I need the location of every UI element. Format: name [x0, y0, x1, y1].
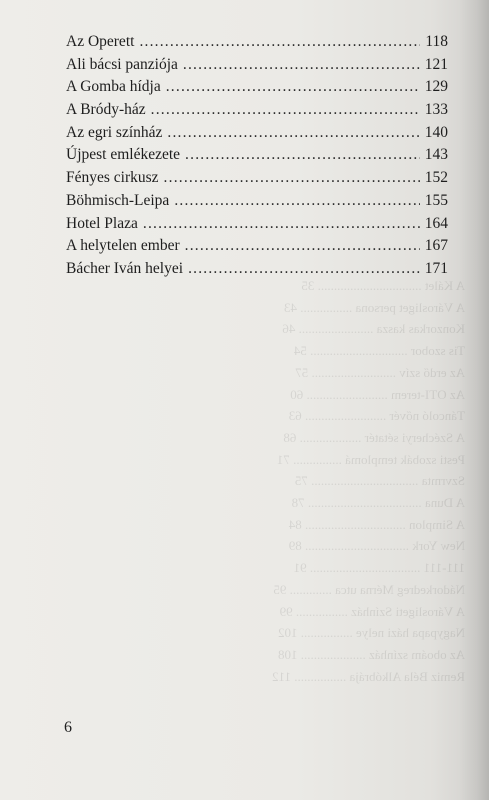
toc-entry-title: Hotel Plaza	[66, 214, 138, 232]
page-edge-shadow	[459, 0, 489, 800]
toc-entry	[66, 101, 448, 124]
show-through-line: Az oboám színház .................... 108	[277, 646, 465, 662]
toc-entry	[66, 78, 448, 101]
show-through-line: A Városliget persona ................ 43	[283, 299, 465, 315]
toc-entry-title: Böhmisch-Leipa	[66, 191, 170, 209]
show-through-line: Pesti szobák templomá ............... 71	[276, 451, 465, 467]
toc-entry-page: 129	[424, 78, 448, 96]
toc-entry-page: 118	[425, 33, 448, 50]
show-through-line: A Duna ................................... 78	[291, 495, 465, 511]
toc-leader-dots	[151, 101, 420, 119]
show-through-line: A Kálet ................................ 35	[301, 278, 465, 293]
toc-entry-title: Fényes cirkusz	[66, 169, 159, 187]
show-through-line: Tis szobor .............................. 54	[293, 343, 465, 359]
toc-leader-dots	[174, 192, 419, 210]
toc-entry-title: Az egri színház	[66, 123, 163, 141]
toc-leader-dots	[167, 124, 419, 142]
toc-leader-dots	[188, 260, 420, 278]
toc-leader-dots	[166, 78, 420, 96]
toc-leader-dots	[164, 169, 420, 187]
toc-entry-page: 164	[424, 214, 448, 232]
show-through-line: Az erdő szív .......................... 57	[295, 364, 465, 380]
toc-entry-page: 155	[424, 191, 448, 209]
show-through-line: Konzorkas kasza ....................... 46	[282, 321, 465, 337]
toc-leader-dots	[185, 237, 420, 255]
show-through-line: Táncoló nővér ......................... 63	[288, 408, 465, 424]
toc-entry	[66, 56, 448, 79]
toc-leader-dots	[185, 146, 420, 164]
toc-leader-dots	[143, 215, 420, 233]
toc-entry	[66, 33, 448, 56]
show-through-line: A Városligeti Színház ................ 99	[279, 603, 465, 619]
show-through-line: Az OTI-terem ......................... 60	[290, 386, 465, 402]
toc-entry-title: Újpest emlékezete	[66, 146, 181, 164]
show-through-line: 111-111 .................................. 91	[293, 560, 465, 576]
show-through-line: A Szécheryi sétatér ................... 68	[283, 429, 465, 445]
toc-entry	[66, 124, 448, 147]
toc-entry	[66, 192, 448, 215]
toc-entry-page: 133	[424, 101, 448, 119]
toc-leader-dots	[139, 33, 420, 51]
toc-entry-page: 140	[424, 123, 448, 141]
toc-entry	[66, 215, 448, 238]
show-through-line: New York ................................ 89	[288, 538, 465, 554]
toc-entry-title: Bácher Iván helyei	[66, 259, 184, 277]
toc-entry	[66, 260, 448, 283]
toc-entry-title: A Bródy-ház	[66, 101, 146, 119]
toc-entry-title: A Gomba hídja	[66, 78, 161, 96]
show-through-line: Remiz Béla Alkóbrája ................ 112	[271, 668, 465, 684]
toc-entry-page: 152	[424, 169, 448, 187]
toc-entry-title: Ali bácsi panziója	[66, 55, 178, 73]
toc-entry	[66, 146, 448, 169]
show-through-line: Szvrmta ................................. 75	[294, 473, 465, 489]
toc-entry-title: A helytelen ember	[66, 237, 180, 255]
table-of-contents	[66, 33, 448, 283]
toc-entry-title: Az Operett	[66, 33, 135, 50]
toc-leader-dots	[183, 56, 420, 74]
toc-entry	[66, 237, 448, 260]
toc-entry	[66, 169, 448, 192]
show-through-text	[235, 275, 465, 687]
show-through-line: Nádorkedreg Mérna utca ............. 95	[273, 581, 465, 597]
toc-entry-page: 167	[424, 237, 448, 255]
show-through-line: Nagypapa házi nelye ................ 102	[277, 625, 465, 641]
show-through-line: A Simplon ............................... 84	[288, 516, 465, 532]
page-number: 6	[64, 719, 72, 736]
toc-entry-page: 171	[424, 259, 448, 277]
toc-entry-page: 143	[424, 146, 448, 164]
toc-entry-page: 121	[424, 55, 448, 73]
